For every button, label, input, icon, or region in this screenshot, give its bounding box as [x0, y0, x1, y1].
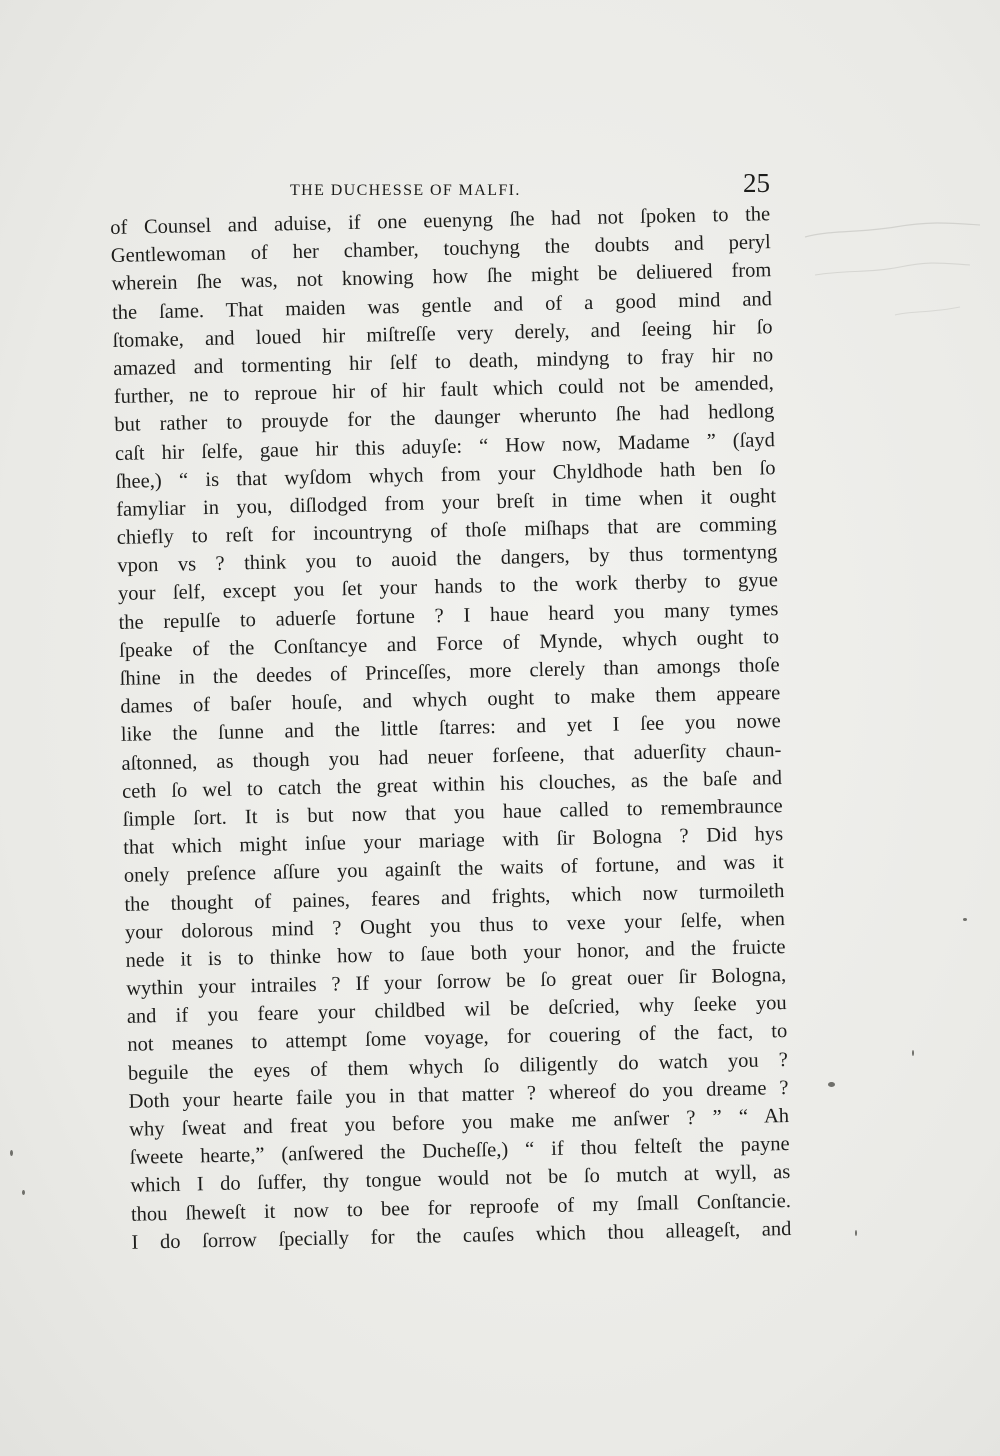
scan-speck — [22, 1190, 25, 1195]
text-line: thou ſheweſt it now to bee for reproofe of my ſmall Conſtancie. — [130, 1189, 792, 1226]
scan-speck — [912, 1050, 914, 1056]
margin-pencil-marks — [800, 215, 990, 325]
text-line: that which might inſue your mariage with ſir Bologna ? Did hys — [123, 823, 784, 859]
scan-speck — [855, 1230, 857, 1236]
scan-speck — [828, 1082, 835, 1087]
text-line: why ſweat and freat you before you make me anſwer ? ” “ Ah — [128, 1104, 790, 1141]
text-line: but rather to prouyde for the daunger wherunto ſhe had hedlong — [114, 400, 775, 437]
text-line: vpon vs ? think you to auoid the dangers, by thus tormentyng — [117, 541, 778, 578]
text-line: not meanes to attempt ſome voyage, for couering of the fact, to — [127, 1020, 788, 1057]
text-line: ſweete hearte,” (anſwered the Ducheſſe,) “ if thou felteſt the payne — [129, 1133, 790, 1169]
text-line: the repulſe to aduerſe fortune ? I haue heard you many tymes — [118, 597, 779, 634]
text-line: of Counsel and aduise, if one euenyng ſhe had not ſpoken to the — [110, 203, 771, 239]
text-line: which I do ſuffer, thy tongue would not be ſo mutch at wyll, as — [130, 1161, 791, 1198]
text-line: the ſame. That maiden was gentle and of a good mind and — [111, 287, 773, 324]
text-line: chiefly to reſt for incountryng of thoſe miſhaps that are comming — [116, 513, 777, 549]
body-text — [110, 200, 792, 1257]
text-line: ſhine in the deedes of Princeſſes, more clerely than amongs thoſe — [119, 654, 780, 690]
text-line: and if you feare your childbed wil be deſcried, why ſeeke you — [126, 992, 787, 1029]
text-line: ſtomake, and loued hir miſtreſſe very derely, and ſeeing hir ſo — [112, 315, 773, 352]
text-line: ſimple ſort. It is but now that you haue called to remembraunce — [122, 794, 783, 831]
text-line: dames of baſer houſe, and whych ought to make them appeare — [120, 682, 781, 719]
text-line: caſt hir ſelfe, gaue hir this aduyſe: “ How now, Madame ” (ſayd — [114, 428, 776, 465]
text-line: your ſelf, except you ſet your hands to the work therby to gyue — [117, 569, 779, 606]
text-line: famyliar in you, diſlodged from your breſt in time when it ought — [115, 484, 777, 521]
text-line: further, ne to reproue hir of hir fault which could not be amended, — [113, 372, 774, 409]
text-line: nede it is to thinke how to ſaue both your honor, and the fruicte — [125, 935, 786, 972]
text-line: aſtonned, as though you had neuer forſeene, that aduerſity chaun- — [121, 738, 782, 775]
text-line: wythin your intrailes ? If your ſorrow be ſo great ouer ſir Bologna, — [126, 964, 787, 1000]
page-number: 25 — [743, 168, 770, 198]
text-line: wherein ſhe was, not knowing how ſhe might be deliuered from — [111, 259, 772, 296]
running-title: THE DUCHESSE OF MALFI. — [290, 182, 521, 199]
text-line: the thought of paines, feares and frights, which now turmoileth — [124, 879, 785, 916]
text-line: your dolorous mind ? Ought you thus to vexe your ſelfe, when — [124, 907, 786, 944]
text-line: ceth ſo wel to catch the great within his clouches, as the baſe and — [121, 766, 783, 803]
text-line: Doth your hearte faile you in that matter ? whereof do you dreame ? — [128, 1076, 789, 1113]
text-line: I do ſorrow ſpecially for the cauſes which thou alleageſt, and — [131, 1217, 792, 1254]
scan-speck — [963, 918, 967, 921]
text-line: beguile the eyes of them whych ſo diligently do watch you ? — [127, 1048, 789, 1085]
scan-speck — [10, 1150, 13, 1156]
text-line: Gentlewoman of her chamber, touchyng the doubts and peryl — [110, 231, 771, 268]
text-line: like the ſunne and the little ſtarres: and yet I ſee you nowe — [120, 710, 782, 747]
text-line: ſhee,) “ is that wyſdom whych from your Chyldhode hath ben ſo — [115, 456, 776, 493]
text-line: amazed and tormenting hir ſelf to death, mindyng to fray hir no — [113, 344, 774, 380]
text-line: onely preſence aſſure you againſt the waits of fortune, and was it — [123, 851, 784, 888]
text-line: ſpeake of the Conſtancye and Force of Mynde, whych ought to — [118, 625, 780, 662]
